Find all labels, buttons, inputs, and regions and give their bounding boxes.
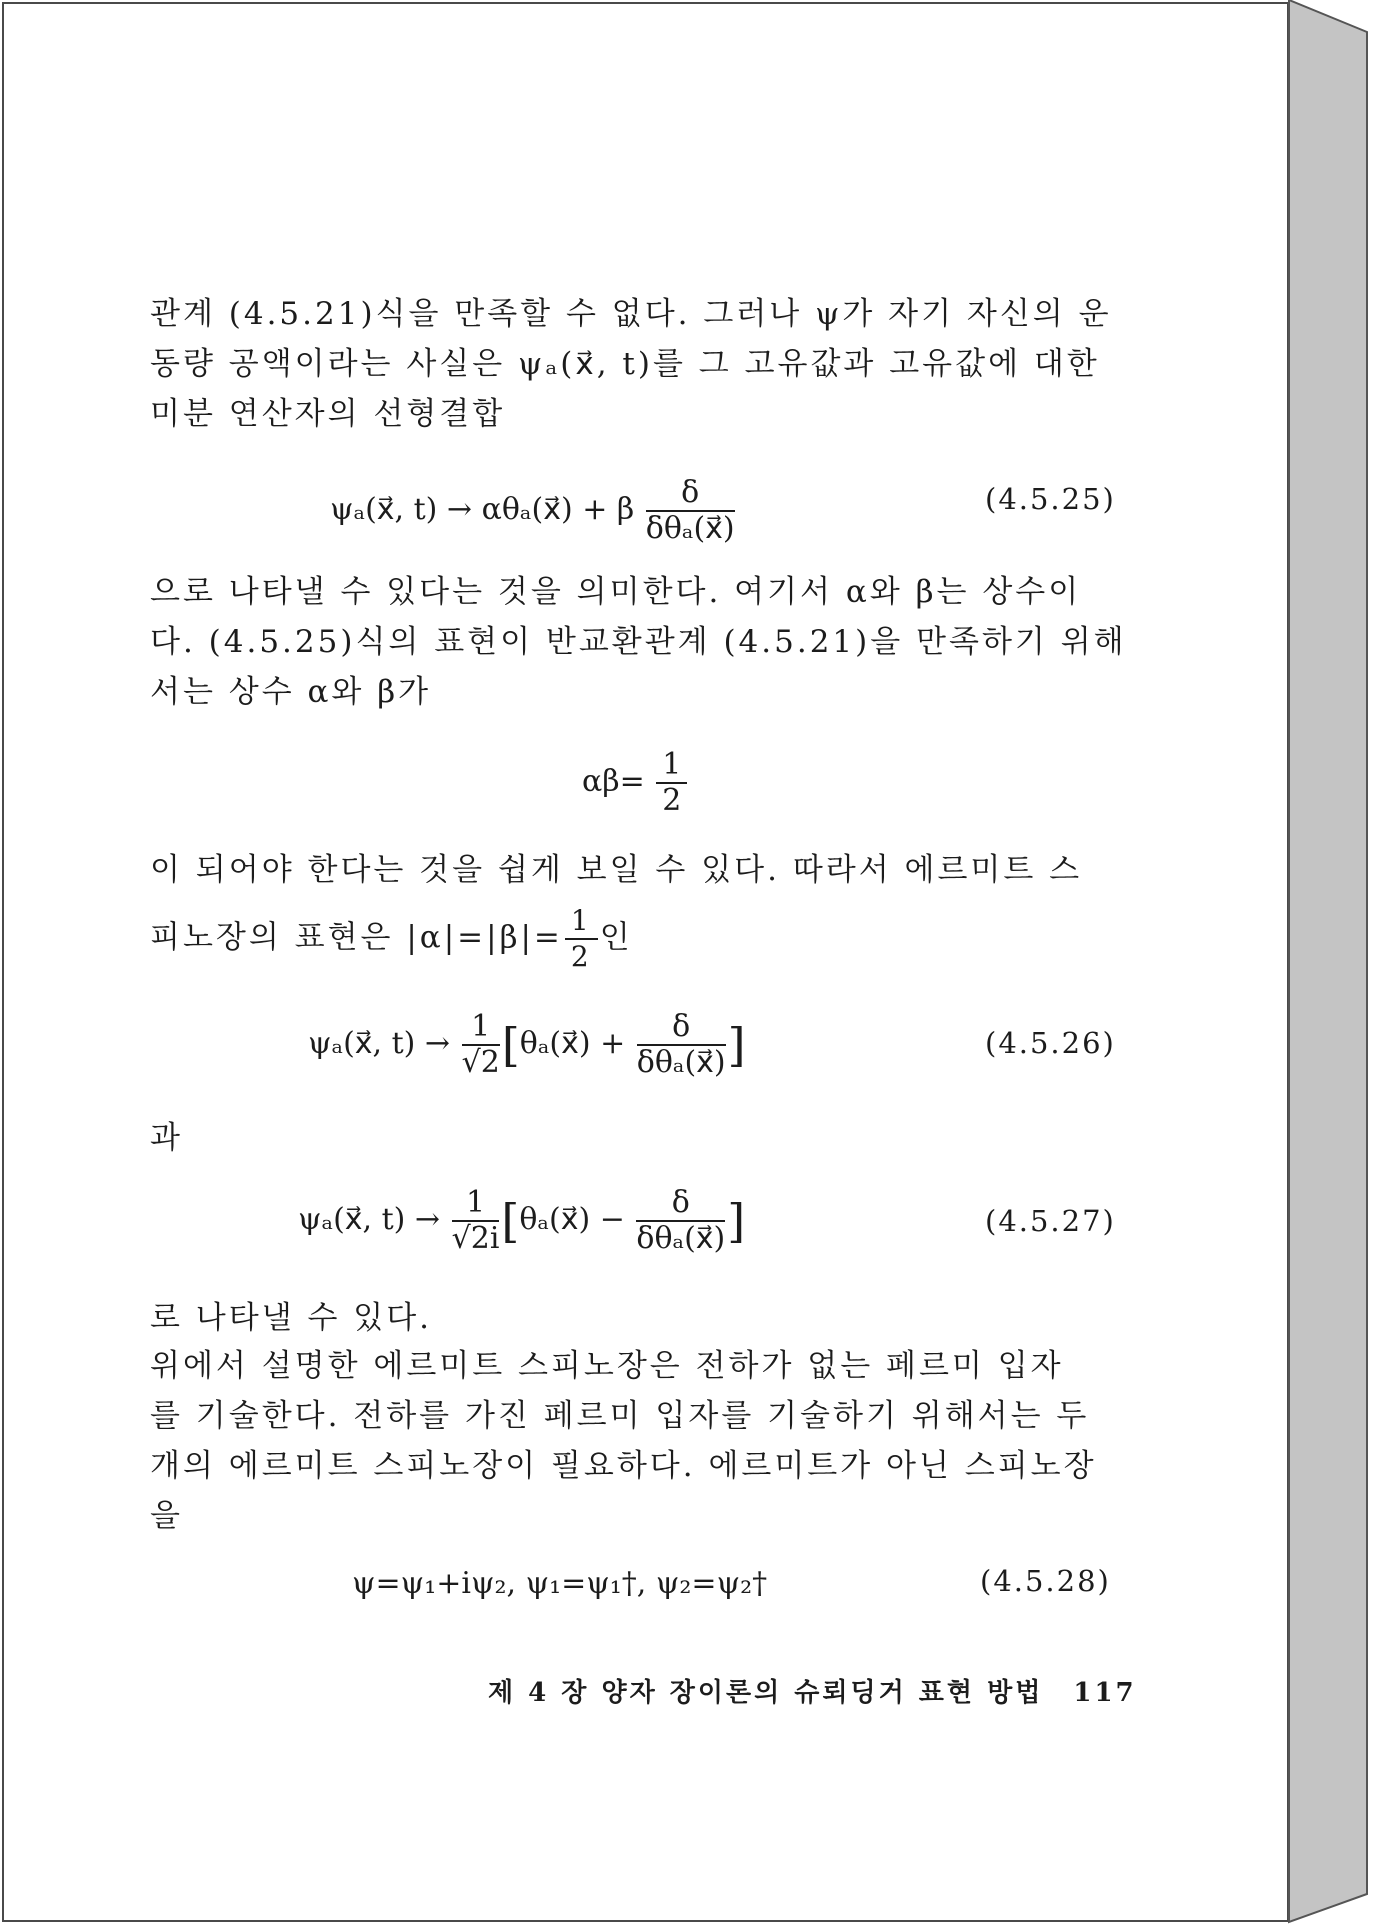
fraction (636, 1186, 725, 1256)
equation-inner: θₐ(x⃗) − (519, 1202, 625, 1237)
equation-alpha-beta (582, 748, 689, 818)
paragraph-line: 이 되어야 한다는 것을 쉽게 보일 수 있다. 따라서 에르미트 스 (150, 852, 1083, 888)
fraction-numerator: δ (637, 1010, 726, 1046)
inline-text: 피노장의 표현은 |α|=|β|= (150, 919, 563, 956)
equation-lhs: ψₐ(x⃗, t) → αθₐ(x⃗) + β (330, 492, 635, 527)
paragraph-line: 서는 상수 α와 β가 (150, 674, 432, 710)
page-number: 117 (1073, 1678, 1137, 1708)
equation-number: (4.5.27) (985, 1204, 1116, 1238)
fraction-denominator: √2 (461, 1045, 500, 1080)
paragraph-line: 관계 (4.5.21)식을 만족할 수 없다. 그러나 ψ가 자기 자신의 운 (150, 296, 1112, 332)
fraction-numerator: 1 (462, 1010, 500, 1046)
fraction-denominator: 2 (662, 783, 682, 818)
equation-4-5-28: ψ=ψ₁+iψ₂, ψ₁=ψ₁†, ψ₂=ψ₂† (352, 1566, 768, 1601)
paragraph-line: 동량 공액이라는 사실은 ψₐ(x⃗, t)를 그 고유값과 고유값에 대한 (150, 346, 1100, 382)
fraction (462, 1010, 500, 1080)
equation-4-5-25 (330, 476, 737, 546)
fraction (452, 1186, 500, 1256)
left-bracket: [ (501, 1018, 520, 1072)
fraction-numerator: δ (636, 1186, 725, 1222)
paragraph-line: 개의 에르미트 스피노장이 필요하다. 에르미트가 아닌 스피노장 (150, 1448, 1097, 1484)
left-bracket: [ (501, 1194, 520, 1248)
fraction-numerator: 1 (656, 748, 687, 784)
paragraph-line (150, 904, 633, 974)
paragraph-line: 과 (150, 1120, 183, 1156)
equation-number: (4.5.28) (980, 1564, 1111, 1598)
fraction-denominator: 2 (570, 940, 592, 973)
equation-lhs: αβ= (582, 764, 645, 799)
fraction-numerator: 1 (452, 1186, 500, 1222)
right-bracket: ] (727, 1194, 746, 1248)
paragraph-line: 다. (4.5.25)식의 표현이 반교환관계 (4.5.21)을 만족하기 위해 (150, 624, 1127, 660)
equation-inner: θₐ(x⃗) + (519, 1026, 626, 1061)
equation-number: (4.5.25) (985, 482, 1116, 516)
fraction (637, 1010, 726, 1080)
fraction-numerator: 1 (565, 904, 598, 940)
paragraph-line: 으로 나타낼 수 있다는 것을 의미한다. 여기서 α와 β는 상수이 (150, 574, 1082, 610)
fraction-denominator: δθₐ(x⃗) (636, 1045, 726, 1080)
paragraph-line: 을 (150, 1498, 183, 1534)
equation-lhs: ψₐ(x⃗, t) → (308, 1026, 451, 1061)
inline-text: 인 (599, 919, 633, 956)
fraction-denominator: √2i (451, 1221, 500, 1256)
fraction-numerator: δ (646, 476, 735, 512)
inline-fraction (565, 904, 598, 974)
paragraph-line: 로 나타낼 수 있다. (150, 1300, 433, 1336)
fraction-denominator: δθₐ(x⃗) (636, 1221, 726, 1256)
right-bracket: ] (727, 1018, 746, 1072)
equation-4-5-26 (308, 1010, 746, 1080)
equation-lhs: ψₐ(x⃗, t) → (298, 1202, 441, 1237)
chapter-title: 제 4 장 양자 장이론의 슈뢰딩거 표현 방법 (488, 1678, 1044, 1708)
equation-number: (4.5.26) (985, 1026, 1116, 1060)
page-footer (488, 1672, 1137, 1709)
fraction-denominator: δθₐ(x⃗) (645, 511, 735, 546)
paragraph-line: 를 기술한다. 전하를 가진 페르미 입자를 기술하기 위해서는 두 (150, 1398, 1090, 1434)
equation-4-5-27 (298, 1186, 745, 1256)
fraction (646, 476, 735, 546)
paragraph-line: 미분 연산자의 선형결합 (150, 396, 506, 432)
paragraph-line: 위에서 설명한 에르미트 스피노장은 전하가 없는 페르미 입자 (150, 1348, 1064, 1384)
fraction (656, 748, 687, 818)
